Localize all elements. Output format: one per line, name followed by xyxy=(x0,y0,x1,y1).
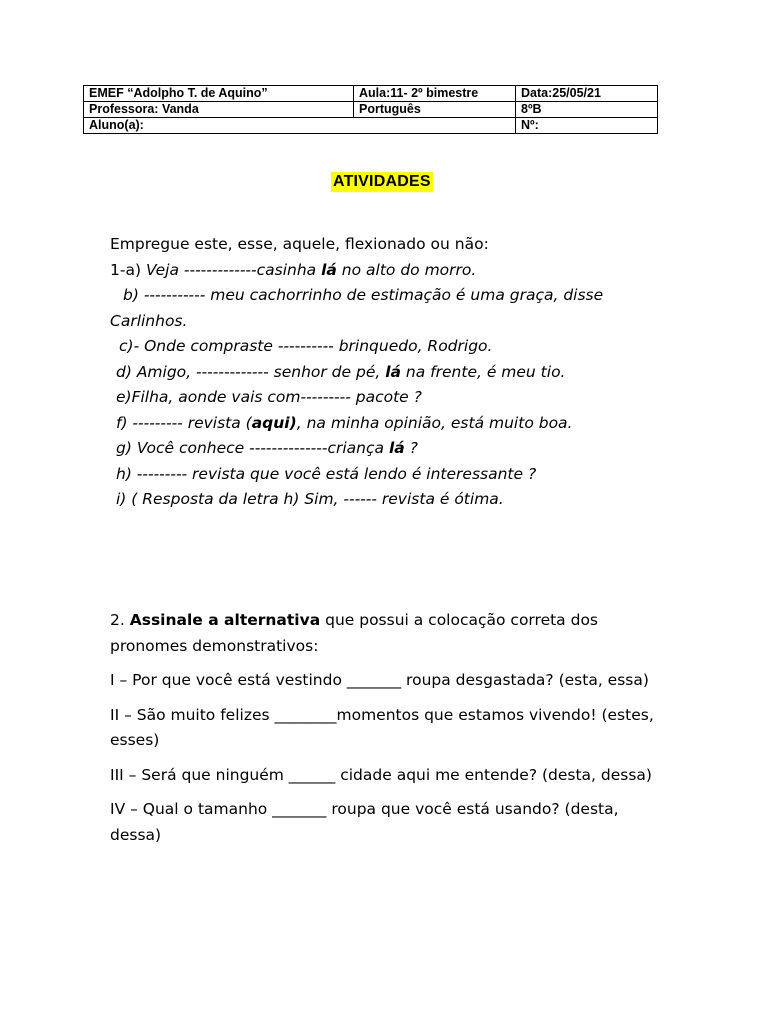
subject: Português xyxy=(354,102,516,118)
school-name: EMEF “Adolpho T. de Aquino” xyxy=(84,86,354,102)
class-group: 8ºB xyxy=(516,102,658,118)
page-title: ATIVIDADES xyxy=(333,173,431,190)
q1-item-b-cont: Carlinhos. xyxy=(110,311,188,330)
q1-item-g: g) Você conhece --------------criança lá ? xyxy=(116,439,418,457)
q1-item-c: c)- Onde compraste ---------- brinquedo, Rodrigo. xyxy=(119,337,493,355)
lesson-info: Aula:11- 2º bimestre xyxy=(354,86,516,102)
student-name-field: Aluno(a): xyxy=(84,118,516,134)
q2-option-4: IV – Qual o tamanho _______ roupa que você está usando? (desta, dessa) xyxy=(110,800,619,844)
q1-item-e: e)Filha, aonde vais com--------- pacote ? xyxy=(116,388,422,406)
date: Data:25/05/21 xyxy=(516,86,658,102)
question-2 xyxy=(110,608,670,857)
q2-option-2: II – São muito felizes ________momentos que estamos vivendo! (estes, esses) xyxy=(110,705,654,749)
q1-item-d: d) Amigo, ------------- senhor de pé, lá na frente, é meu tio. xyxy=(116,362,566,381)
student-number-field: Nº: xyxy=(516,118,658,134)
q2-prompt: 2. Assinale a alternativa que possui a colocação correta dos pronomes demonstrativos: xyxy=(110,611,598,655)
q1-item-i: i) ( Resposta da letra h) Sim, ------ revista é ótima. xyxy=(116,490,504,508)
q1-item-a: 1-a) Veja -------------casinha lá no alto do morro. xyxy=(110,260,477,279)
q2-option-1: I – Por que você está vestindo _______ roupa desgastada? (esta, essa) xyxy=(110,671,649,689)
q1-item-h: h) --------- revista que você está lendo é interessante ? xyxy=(116,464,537,483)
header-row-1 xyxy=(84,86,658,102)
q2-option-3: III – Será que ninguém ______ cidade aqui me entende? (desta, dessa) xyxy=(110,765,652,784)
header-table xyxy=(83,85,658,134)
q1-item-b: b) ----------- meu cachorrinho de estimação é uma graça, disse xyxy=(123,286,604,304)
question-1 xyxy=(110,232,670,513)
teacher-name: Professora: Vanda xyxy=(84,102,354,118)
header-row-2 xyxy=(84,102,658,118)
q1-instruction: Empregue este, esse, aquele, flexionado ou não: xyxy=(110,235,489,253)
q1-item-f: f) --------- revista (aqui), na minha opinião, está muito boa. xyxy=(116,413,573,432)
header-row-3 xyxy=(84,118,658,134)
